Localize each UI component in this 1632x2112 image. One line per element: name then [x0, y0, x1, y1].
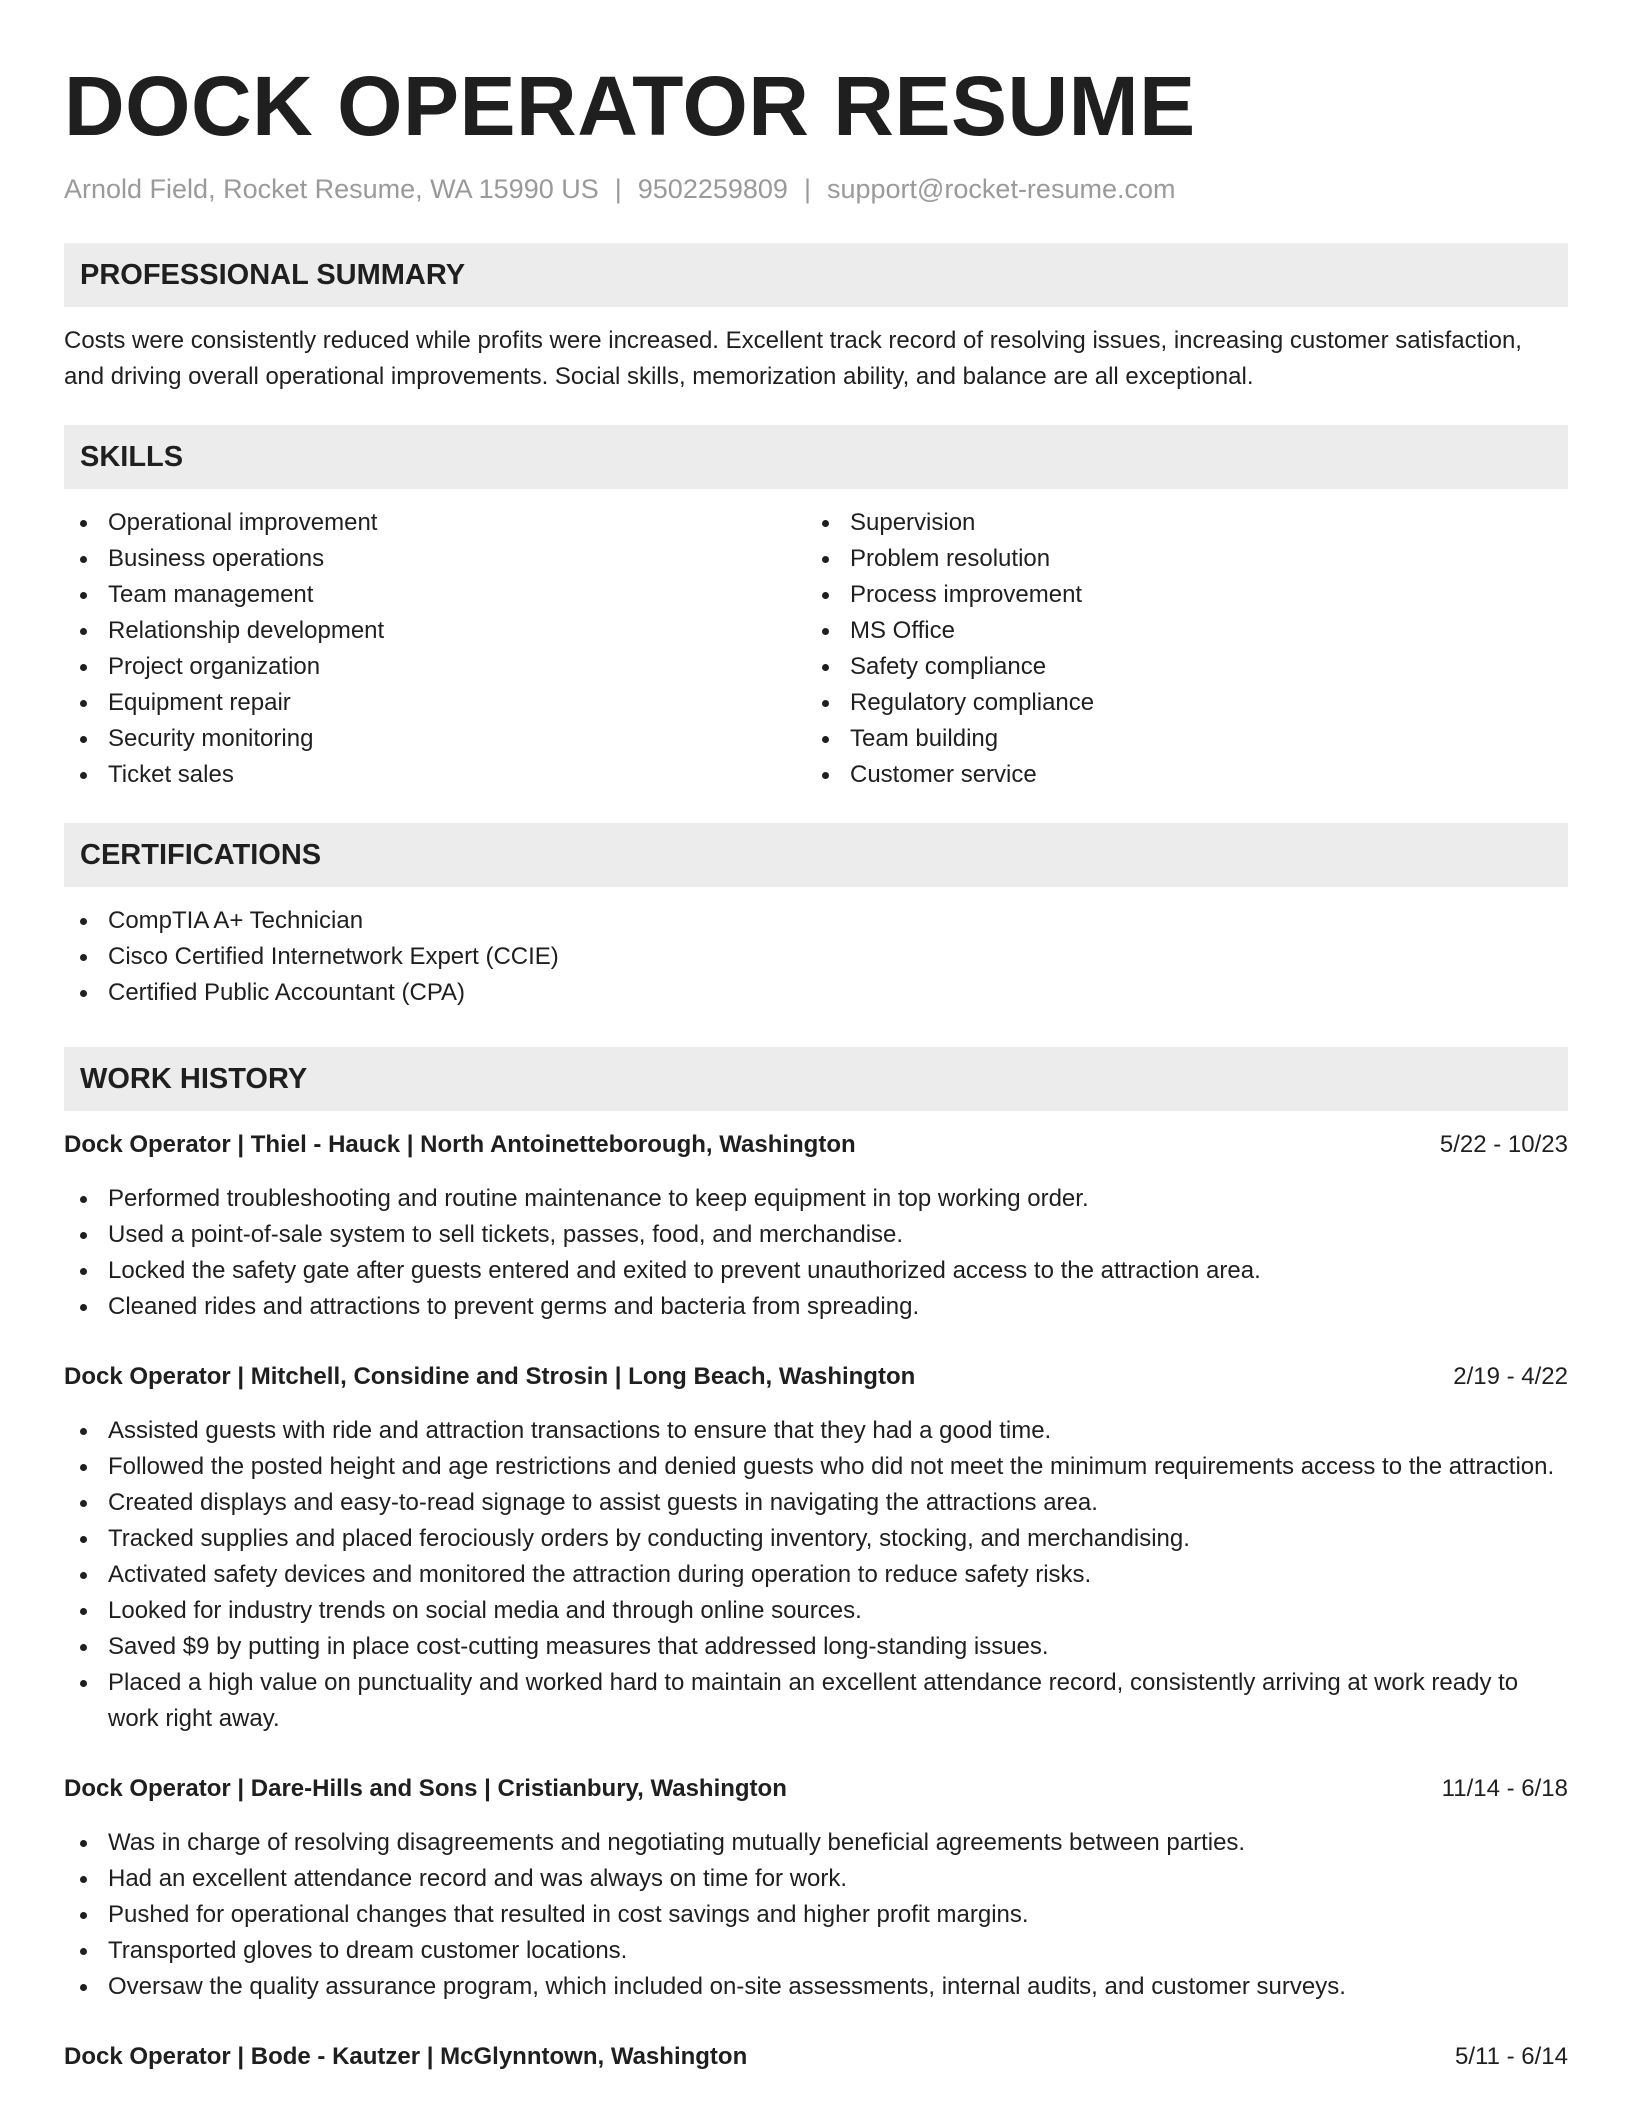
- skill-item: Security monitoring: [64, 721, 806, 757]
- skill-item: Problem resolution: [806, 541, 1548, 577]
- contact-email: support@rocket-resume.com: [826, 174, 1176, 204]
- job-title: Dock Operator | Thiel - Hauck | North Antoinetteborough, Washington: [64, 1131, 856, 1158]
- skill-item: Supervision: [806, 505, 1548, 541]
- certification-item: CompTIA A+ Technician: [64, 903, 1568, 939]
- job-bullet: Looked for industry trends on social media and through online sources.: [64, 1593, 1568, 1629]
- certification-item: Cisco Certified Internetwork Expert (CCIE): [64, 939, 1568, 975]
- skill-item: Team building: [806, 721, 1548, 757]
- job-bullet: Was in charge of resolving disagreements and negotiating mutually beneficial agreements between parties.: [64, 1825, 1568, 1861]
- contact-phone: 9502259809: [637, 174, 788, 204]
- job-entry: [64, 1127, 1568, 1325]
- skill-item: Regulatory compliance: [806, 685, 1548, 721]
- job-title: Dock Operator | Dare-Hills and Sons | Cristianbury, Washington: [64, 1775, 787, 1802]
- skill-item: Relationship development: [64, 613, 806, 649]
- skill-item: Safety compliance: [806, 649, 1548, 685]
- job-bullet: Tracked supplies and placed ferociously orders by conducting inventory, stocking, and merchandising.: [64, 1521, 1568, 1557]
- skill-item: Business operations: [64, 541, 806, 577]
- resume-title: DOCK OPERATOR RESUME: [64, 59, 1196, 153]
- job-entry: [64, 1771, 1568, 2005]
- skills-heading: SKILLS: [64, 425, 1568, 489]
- skill-item: Process improvement: [806, 577, 1548, 613]
- certifications-list: [64, 903, 1568, 1011]
- job-bullet: Oversaw the quality assurance program, which included on-site assessments, internal audits, and customer surveys.: [64, 1969, 1568, 2005]
- job-header: [64, 1359, 1568, 1395]
- job-entry: [64, 2039, 1568, 2075]
- job-bullet: Locked the safety gate after guests entered and exited to prevent unauthorized access to the attraction area.: [64, 1253, 1568, 1289]
- job-bullet: Cleaned rides and attractions to prevent germs and bacteria from spreading.: [64, 1289, 1568, 1325]
- skills-left-list: [64, 505, 806, 793]
- job-bullet: Assisted guests with ride and attraction transactions to ensure that they had a good time.: [64, 1413, 1568, 1449]
- skill-item: Ticket sales: [64, 757, 806, 793]
- job-bullets: [64, 1413, 1568, 1737]
- job-header: [64, 2039, 1568, 2075]
- job-dates: 11/14 - 6/18: [1441, 1775, 1568, 1802]
- job-bullet: Performed troubleshooting and routine maintenance to keep equipment in top working order.: [64, 1181, 1568, 1217]
- skill-item: Team management: [64, 577, 806, 613]
- certifications-heading: CERTIFICATIONS: [64, 823, 1568, 887]
- contact-address: Arnold Field, Rocket Resume, WA 15990 US: [64, 174, 599, 204]
- job-bullet: Had an excellent attendance record and was always on time for work.: [64, 1861, 1568, 1897]
- summary-heading: PROFESSIONAL SUMMARY: [64, 243, 1568, 307]
- job-entry: [64, 1359, 1568, 1737]
- contact-separator: |: [803, 174, 811, 204]
- job-title: Dock Operator | Bode - Kautzer | McGlynntown, Washington: [64, 2043, 748, 2070]
- job-bullets: [64, 1825, 1568, 2005]
- skill-item: Equipment repair: [64, 685, 806, 721]
- job-dates: 2/19 - 4/22: [1453, 1363, 1568, 1390]
- job-bullet: Created displays and easy-to-read signage to assist guests in navigating the attractions area.: [64, 1485, 1568, 1521]
- contact-line: [64, 172, 1568, 206]
- job-bullet: Followed the posted height and age restrictions and denied guests who did not meet the minimum requirements access to the attraction.: [64, 1449, 1568, 1485]
- job-bullet: Activated safety devices and monitored the attraction during operation to reduce safety risks.: [64, 1557, 1568, 1593]
- work-history-heading: WORK HISTORY: [64, 1047, 1568, 1111]
- job-bullet: Pushed for operational changes that resulted in cost savings and higher profit margins.: [64, 1897, 1568, 1933]
- job-dates: 5/11 - 6/14: [1455, 2043, 1568, 2070]
- certification-item: Certified Public Accountant (CPA): [64, 975, 1568, 1011]
- summary-text: Costs were consistently reduced while profits were increased. Excellent track record of resolving issues, increasing customer satisfaction, and driving overall operational improvements. Social skills, memorization ability, and balance are all exceptional.: [64, 327, 1522, 390]
- job-header: [64, 1771, 1568, 1807]
- resume-page: [64, 0, 1568, 2075]
- job-bullet: Saved $9 by putting in place cost-cutting measures that addressed long-standing issues.: [64, 1629, 1568, 1665]
- job-dates: 5/22 - 10/23: [1439, 1131, 1568, 1158]
- job-title: Dock Operator | Mitchell, Considine and Strosin | Long Beach, Washington: [64, 1363, 916, 1390]
- skill-item: Project organization: [64, 649, 806, 685]
- skills-grid: [64, 505, 1568, 793]
- skills-right-list: [806, 505, 1548, 793]
- skill-item: Customer service: [806, 757, 1548, 793]
- skill-item: MS Office: [806, 613, 1548, 649]
- skill-item: Operational improvement: [64, 505, 806, 541]
- contact-separator: |: [614, 174, 622, 204]
- job-bullet: Used a point-of-sale system to sell tickets, passes, food, and merchandise.: [64, 1217, 1568, 1253]
- job-bullet: Placed a high value on punctuality and worked hard to maintain an excellent attendance record, consistently arriving at work ready to work right away.: [64, 1665, 1568, 1737]
- job-bullet: Transported gloves to dream customer locations.: [64, 1933, 1568, 1969]
- job-bullets: [64, 1181, 1568, 1325]
- job-header: [64, 1127, 1568, 1163]
